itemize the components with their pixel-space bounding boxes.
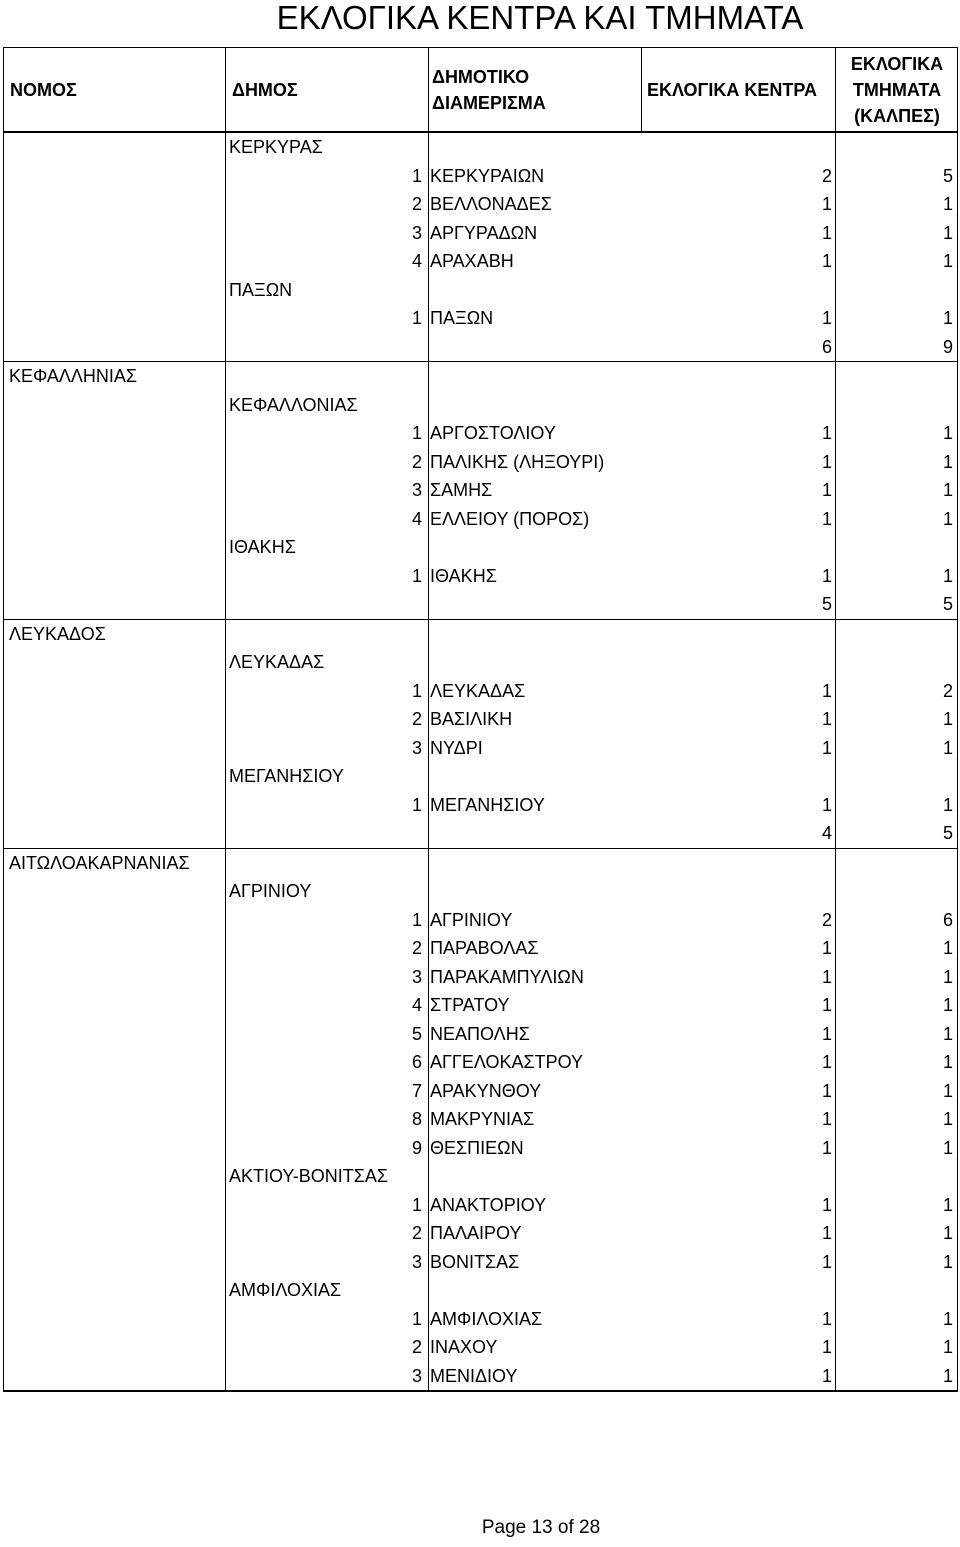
dimos-name: ΚΕΡΚΥΡΑΣ (229, 137, 323, 157)
kentra-count: 1 (821, 565, 832, 586)
kentra-count: 1 (821, 508, 832, 529)
diamerisma-name: ΙΘΑΚΗΣ (430, 565, 497, 586)
kentra-count: 1 (821, 451, 832, 472)
table-row (4, 619, 957, 649)
dimos-name: ΠΑΞΩΝ (229, 279, 293, 300)
diamerisma-name: ΣΑΜΗΣ (430, 480, 493, 500)
diamerisma-name: ΙΝΑΧΟΥ (430, 1337, 498, 1357)
diamerisma-number: 2 (411, 709, 422, 729)
tmimata-count: 1 (942, 1337, 953, 1357)
nomos-name: ΑΙΤΩΛΟΑΚΑΡΝΑΝΙΑΣ (9, 852, 190, 873)
tmimata-count: 1 (942, 1223, 953, 1243)
diamerisma-name: ΜΑΚΡΥΝΙΑΣ (430, 1109, 535, 1129)
diamerisma-name: ΒΕΛΛΟΝΑΔΕΣ (430, 194, 552, 214)
election-table (3, 47, 958, 1392)
tmimata-count: 1 (942, 966, 953, 987)
tmimata-count: 1 (942, 1365, 953, 1386)
tmimata-count: 1 (942, 508, 953, 529)
diamerisma-number: 2 (411, 1223, 422, 1243)
diamerisma-number: 3 (411, 1365, 422, 1386)
diamerisma-number: 9 (411, 1137, 422, 1158)
table-row (4, 333, 957, 362)
diamerisma-name: ΜΕΝΙΔΙΟΥ (430, 1365, 518, 1386)
diamerisma-number: 1 (411, 423, 422, 443)
tmimata-count: 1 (942, 222, 953, 243)
dimos-name: ΛΕΥΚΑΔΑΣ (229, 652, 325, 672)
nomos-name: ΛΕΥΚΑΔΟΣ (9, 623, 106, 644)
diamerisma-name: ΜΕΓΑΝΗΣΙΟΥ (430, 794, 545, 815)
column-divider (835, 133, 836, 1390)
kentra-count: 1 (821, 737, 832, 758)
kentra-count: 1 (821, 966, 832, 987)
diamerisma-number: 2 (411, 451, 422, 472)
diamerisma-number: 2 (411, 194, 422, 214)
tmimata-count: 5 (942, 165, 953, 186)
diamerisma-number: 8 (411, 1109, 422, 1129)
table-row (4, 448, 957, 477)
table-row (4, 533, 957, 562)
kentra-count: 1 (821, 1023, 832, 1044)
tmimata-count: 1 (942, 480, 953, 500)
kentra-count: 1 (821, 480, 832, 500)
header-dimos: ΔΗΜΟΣ (232, 79, 298, 100)
diamerisma-number: 1 (411, 680, 422, 701)
table-row (4, 562, 957, 591)
diamerisma-number: 1 (411, 909, 422, 930)
table-row (4, 1191, 957, 1220)
kentra-count: 1 (821, 1137, 832, 1158)
page-title: ΕΚΛΟΓΙΚΑ ΚΕΝΤΡΑ ΚΑΙ ΤΜΗΜΑΤΑ (276, 0, 804, 36)
diamerisma-number: 1 (411, 308, 422, 328)
tmimata-count: 1 (942, 565, 953, 586)
kentra-count: 1 (821, 1337, 832, 1357)
header-nomos: ΝΟΜΟΣ (10, 79, 77, 100)
tmimata-count: 1 (942, 1080, 953, 1101)
diamerisma-number: 1 (411, 565, 422, 586)
dimos-name: ΜΕΓΑΝΗΣΙΟΥ (229, 766, 344, 786)
diamerisma-name: ΒΟΝΙΤΣΑΣ (430, 1251, 520, 1272)
kentra-count: 1 (821, 423, 832, 443)
nomos-name: ΚΕΦΑΛΛΗΝΙΑΣ (9, 366, 138, 386)
table-header (3, 47, 958, 133)
table-row (4, 505, 957, 534)
diamerisma-name: ΠΑΞΩΝ (430, 308, 494, 328)
column-divider (225, 133, 226, 1390)
diamerisma-number: 4 (411, 995, 422, 1015)
kentra-total: 5 (821, 594, 832, 614)
page-footer: Page 13 of 28 (481, 1517, 601, 1538)
table-row (4, 190, 957, 219)
tmimata-total: 5 (942, 594, 953, 614)
kentra-count: 1 (821, 938, 832, 958)
diamerisma-name: ΑΡΓΥΡΑΔΩΝ (430, 222, 538, 243)
kentra-count: 1 (821, 995, 832, 1015)
tmimata-count: 1 (942, 1251, 953, 1272)
table-body (3, 133, 958, 1392)
table-row (4, 1162, 957, 1191)
table-row (4, 1134, 957, 1163)
table-row (4, 1276, 957, 1305)
diamerisma-name: ΑΜΦΙΛΟΧΙΑΣ (430, 1308, 543, 1329)
tmimata-count: 1 (942, 308, 953, 328)
table-row (4, 1219, 957, 1248)
diamerisma-name: ΛΕΥΚΑΔΑΣ (430, 680, 526, 701)
kentra-count: 1 (821, 1251, 832, 1272)
table-row (4, 476, 957, 505)
tmimata-count: 1 (942, 1052, 953, 1072)
table-row (4, 1020, 957, 1049)
table-row (4, 361, 957, 391)
table-row (4, 133, 957, 162)
diamerisma-name: ΘΕΣΠΙΕΩΝ (430, 1137, 524, 1158)
header-diamerisma: ΔΗΜΟΤΙΚΟ ΔΙΑΜΕΡΙΣΜΑ (432, 66, 546, 113)
table-row (4, 247, 957, 276)
tmimata-count: 1 (942, 1137, 953, 1158)
table-row (4, 819, 957, 848)
dimos-name: ΑΓΡΙΝΙΟΥ (229, 881, 312, 901)
kentra-total: 6 (821, 336, 832, 357)
diamerisma-number: 3 (411, 1251, 422, 1272)
diamerisma-name: ΒΑΣΙΛΙΚΗ (430, 709, 513, 729)
kentra-count: 1 (821, 1308, 832, 1329)
column-divider (428, 133, 429, 1390)
table-row (4, 1077, 957, 1106)
diamerisma-number: 3 (411, 966, 422, 987)
table-row (4, 162, 957, 191)
diamerisma-name: ΣΤΡΑΤΟΥ (430, 995, 510, 1015)
kentra-count: 1 (821, 1080, 832, 1101)
tmimata-count: 1 (942, 709, 953, 729)
dimos-name: ΙΘΑΚΗΣ (229, 537, 296, 557)
table-row (4, 276, 957, 305)
diamerisma-name: ΑΝΑΚΤΟΡΙΟΥ (430, 1194, 547, 1215)
tmimata-count: 2 (942, 680, 953, 701)
diamerisma-number: 1 (411, 1308, 422, 1329)
kentra-total: 4 (821, 823, 832, 843)
diamerisma-name: ΝΥΔΡΙ (430, 737, 483, 758)
table-row (4, 762, 957, 791)
diamerisma-number: 1 (411, 794, 422, 815)
table-row (4, 1048, 957, 1077)
tmimata-count: 6 (942, 909, 953, 930)
tmimata-count: 1 (942, 423, 953, 443)
diamerisma-name: ΕΛΛΕΙΟΥ (ΠΟΡΟΣ) (430, 508, 590, 529)
diamerisma-name: ΑΡΑΚΥΝΘΟΥ (430, 1080, 542, 1101)
diamerisma-name: ΑΡΑΧΑΒΗ (430, 251, 514, 271)
table-row (4, 991, 957, 1020)
header-tmimata: ΕΚΛΟΓΙΚΑ ΤΜΗΜΑΤΑ (ΚΑΛΠΕΣ) (850, 53, 944, 126)
tmimata-count: 1 (942, 251, 953, 271)
kentra-count: 1 (821, 680, 832, 701)
table-row (4, 304, 957, 333)
tmimata-count: 1 (942, 995, 953, 1015)
diamerisma-name: ΑΓΡΙΝΙΟΥ (430, 909, 513, 930)
header-kentra: ΕΚΛΟΓΙΚΑ ΚΕΝΤΡΑ (647, 79, 818, 100)
tmimata-count: 1 (942, 1194, 953, 1215)
dimos-name: ΑΜΦΙΛΟΧΙΑΣ (229, 1280, 342, 1300)
tmimata-count: 1 (942, 1109, 953, 1129)
kentra-count: 1 (821, 794, 832, 815)
table-row (4, 848, 957, 878)
table-row (4, 734, 957, 763)
kentra-count: 1 (821, 1109, 832, 1129)
tmimata-total: 5 (942, 823, 953, 843)
table-row (4, 877, 957, 906)
diamerisma-number: 1 (411, 1194, 422, 1215)
tmimata-count: 1 (942, 1308, 953, 1329)
table-row (4, 1333, 957, 1362)
kentra-count: 1 (821, 308, 832, 328)
table-row (4, 590, 957, 619)
tmimata-count: 1 (942, 1023, 953, 1044)
table-row (4, 906, 957, 935)
diamerisma-number: 3 (411, 480, 422, 500)
kentra-count: 1 (821, 709, 832, 729)
diamerisma-number: 3 (411, 222, 422, 243)
tmimata-count: 1 (942, 194, 953, 214)
table-row (4, 1105, 957, 1134)
table-row (4, 963, 957, 992)
tmimata-count: 1 (942, 451, 953, 472)
table-row (4, 705, 957, 734)
diamerisma-number: 3 (411, 737, 422, 758)
table-row (4, 1305, 957, 1334)
tmimata-count: 1 (942, 737, 953, 758)
kentra-count: 1 (821, 1052, 832, 1072)
table-row (4, 419, 957, 448)
diamerisma-number: 6 (411, 1052, 422, 1072)
diamerisma-number: 7 (411, 1080, 422, 1101)
table-row (4, 791, 957, 820)
diamerisma-number: 2 (411, 938, 422, 958)
kentra-count: 1 (821, 1194, 832, 1215)
diamerisma-name: ΑΓΓΕΛΟΚΑΣΤΡΟΥ (430, 1052, 584, 1072)
diamerisma-name: ΠΑΛΙΚΗΣ (ΛΗΞΟΥΡΙ) (430, 451, 605, 472)
diamerisma-name: ΝΕΑΠΟΛΗΣ (430, 1023, 530, 1044)
table-row (4, 934, 957, 963)
kentra-count: 2 (821, 909, 832, 930)
table-row (4, 391, 957, 420)
kentra-count: 1 (821, 1365, 832, 1386)
diamerisma-name: ΠΑΡΑΒΟΛΑΣ (430, 938, 539, 958)
dimos-name: ΚΕΦΑΛΛΟΝΙΑΣ (229, 394, 358, 415)
diamerisma-name: ΚΕΡΚΥΡΑΙΩΝ (430, 165, 545, 186)
kentra-count: 1 (821, 222, 832, 243)
kentra-count: 1 (821, 251, 832, 271)
diamerisma-number: 5 (411, 1023, 422, 1044)
diamerisma-number: 4 (411, 251, 422, 271)
tmimata-count: 1 (942, 794, 953, 815)
table-row (4, 677, 957, 706)
dimos-name: ΑΚΤΙΟΥ-ΒΟΝΙΤΣΑΣ (229, 1166, 389, 1186)
table-row (4, 1362, 957, 1391)
kentra-count: 2 (821, 165, 832, 186)
tmimata-total: 9 (942, 336, 953, 357)
diamerisma-name: ΠΑΡΑΚΑΜΠΥΛΙΩΝ (430, 966, 584, 987)
table-row (4, 1248, 957, 1277)
diamerisma-name: ΠΑΛΑΙΡΟΥ (430, 1223, 522, 1243)
table-row (4, 648, 957, 677)
diamerisma-number: 2 (411, 1337, 422, 1357)
kentra-count: 1 (821, 194, 832, 214)
diamerisma-number: 4 (411, 508, 422, 529)
table-row (4, 219, 957, 248)
kentra-count: 1 (821, 1223, 832, 1243)
diamerisma-name: ΑΡΓΟΣΤΟΛΙΟΥ (430, 423, 556, 443)
tmimata-count: 1 (942, 938, 953, 958)
diamerisma-number: 1 (411, 165, 422, 186)
